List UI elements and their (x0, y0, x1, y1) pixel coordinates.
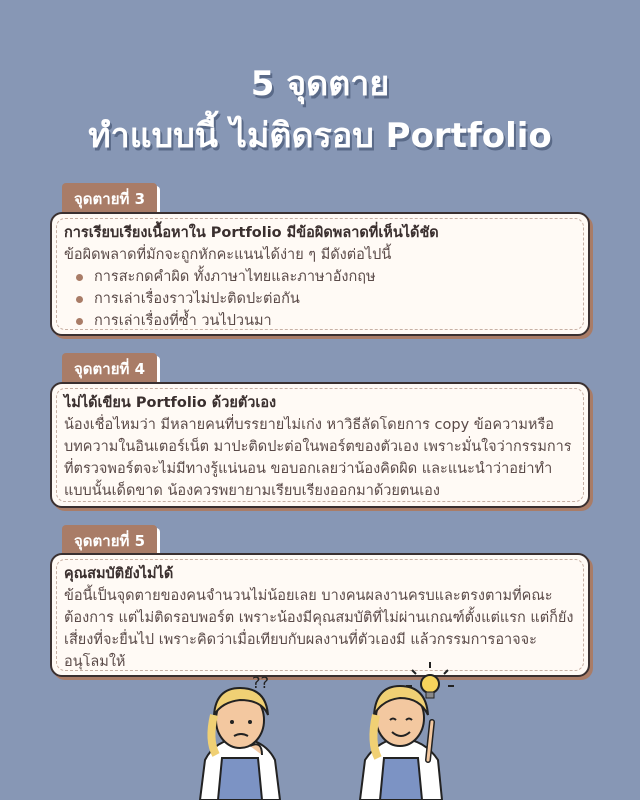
title-line-2: ทำแบบนี้ ไม่ติดรอบ Portfolio (88, 116, 552, 156)
people-illustration (0, 660, 640, 800)
idea-person-illustration (360, 662, 454, 800)
section-5-tag: จุดตายที่ 5 (62, 525, 157, 559)
list-item: การเล่าเรื่องราวไม่ปะติดปะต่อกัน (94, 288, 576, 310)
section-4-tag: จุดตายที่ 4 (62, 353, 157, 387)
section-4-heading: ไม่ได้เขียน Portfolio ด้วยตัวเอง (64, 395, 277, 411)
section-3-list (64, 266, 576, 332)
section-5-card (50, 553, 590, 677)
thinking-person-illustration (200, 673, 280, 800)
section-3-card (50, 212, 590, 336)
section-5-heading: คุณสมบัติยังไม่ได้ (64, 566, 174, 582)
svg-text:??: ?? (252, 673, 269, 692)
section-3-intro: ข้อผิดพลาดที่มักจะถูกหักคะแนนได้ง่าย ๆ มีดังต่อไปนี้ (64, 247, 392, 263)
lightbulb-icon (421, 675, 439, 693)
title-line-1: 5 จุดตาย (250, 64, 390, 104)
section-5-body: ข้อนี้เป็นจุดตายของคนจำนวนไม่น้อยเลย บางคนผลงานครบและตรงตามที่คณะต้องการ แต่ไม่ติดรอบพอร์ต เพราะน้องมีคุณสมบัติที่ไม่ผ่านเกณฑ์ตั้งแต่แรก แต่ก็ยังเสี่ยงที่จะยื่นไป เพราะคิดว่าเมื่อเทียบกับผลงานที่ตัวเองมี แล้วกรรมการอาจจะอนุโลมให้ (64, 588, 574, 670)
list-item: การสะกดคำผิด ทั้งภาษาไทยและภาษาอังกฤษ (94, 266, 576, 288)
page-title (0, 58, 640, 162)
section-3-tag: จุดตายที่ 3 (62, 183, 157, 217)
list-item: การเล่าเรื่องที่ซ้ำ วนไปวนมา (94, 310, 576, 332)
section-3-heading: การเรียบเรียงเนื้อหาใน Portfolio มีข้อผิดพลาดที่เห็นได้ชัด (64, 225, 439, 241)
section-4-body: น้องเชื่อไหมว่า มีหลายคนที่บรรยายไม่เก่ง หาวิธีลัดโดยการ copy ข้อความหรือบทความในอินเตอร์เน็ต มาปะติดปะต่อในพอร์ตของตัวเอง เพราะมั่นใจว่ากรรมการที่ตรวจพอร์ตจะไม่มีทางรู้แน่นอน ขอบอกเลยว่าน้องคิดผิด และแนะนำว่าอย่าทำแบบนั้นเด็ดขาด น้องควรพยายามเรียบเรียงออกมาด้วยตนเอง (64, 417, 572, 499)
section-4-card (50, 382, 590, 508)
